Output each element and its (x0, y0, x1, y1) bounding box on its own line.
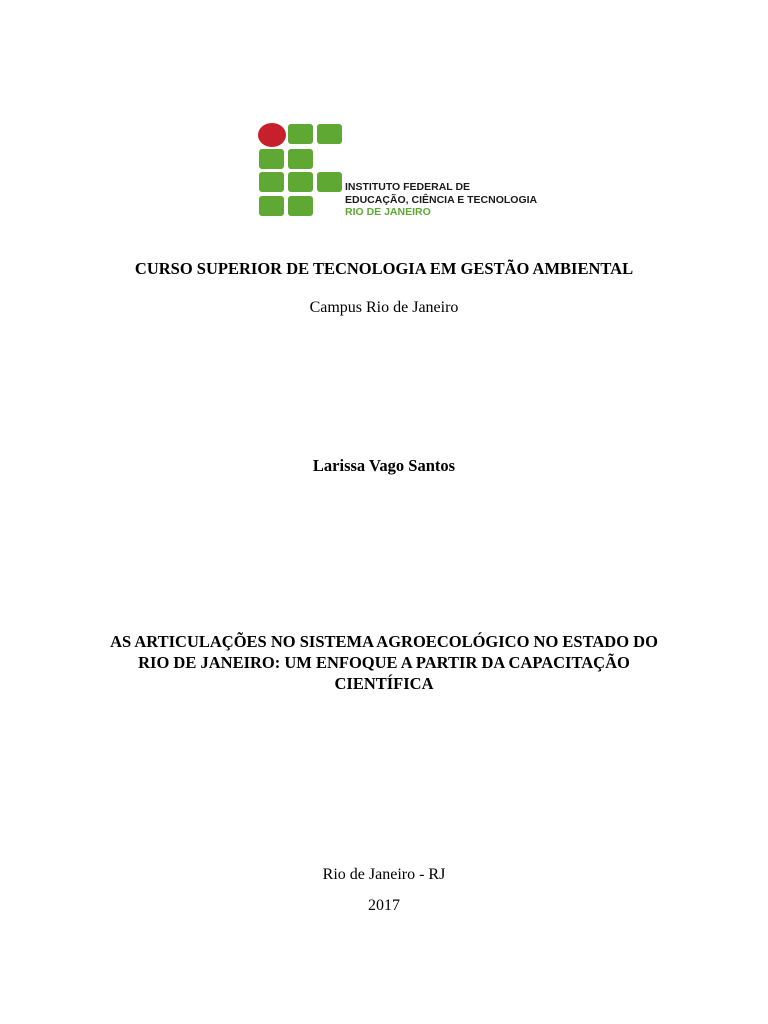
document-title: AS ARTICULAÇÕES NO SISTEMA AGROECOLÓGICO NO ESTADO DO RIO DE JANEIRO: UM ENFOQUE A PARTIR DA CAPACITAÇÃO CIENTÍFICA (110, 632, 658, 693)
author-name: Larissa Vago Santos (312, 456, 456, 475)
logo-text (345, 181, 537, 219)
institution-logo (258, 123, 558, 219)
logo-square (259, 196, 284, 216)
logo-square (317, 172, 342, 192)
logo-square (317, 124, 342, 144)
logo-line-education: EDUCAÇÃO, CIÊNCIA E TECNOLOGIA (345, 193, 538, 206)
logo-square (259, 149, 284, 169)
logo-square (259, 172, 284, 192)
campus-name: Campus Rio de Janeiro (309, 299, 459, 316)
course-title: CURSO SUPERIOR DE TECNOLOGIA EM GESTÃO AMBIENTAL (134, 259, 634, 278)
logo-square (288, 149, 313, 169)
publication-year: 2017 (368, 897, 400, 914)
logo-red-circle (258, 123, 286, 147)
city-location: Rio de Janeiro - RJ (322, 866, 446, 883)
logo-square (288, 124, 313, 144)
logo-square (288, 172, 313, 192)
logo-square (288, 196, 313, 216)
logo-line-campus: RIO DE JANEIRO (345, 206, 431, 218)
logo-mark-icon (258, 123, 348, 219)
logo-line-institute: INSTITUTO FEDERAL DE (345, 181, 471, 193)
